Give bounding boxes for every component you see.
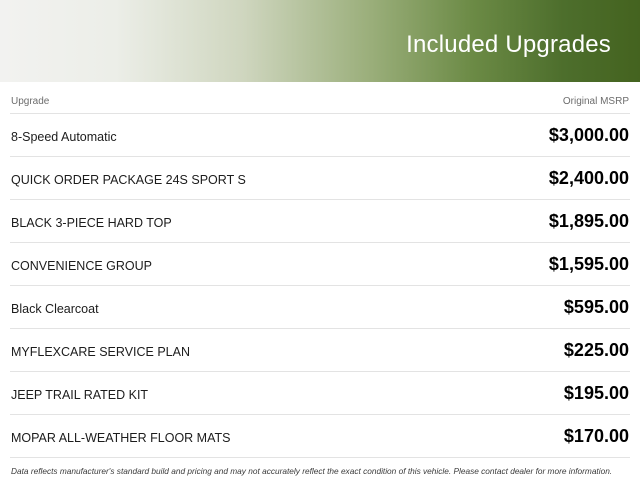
upgrade-price: $3,000.00 [548, 125, 629, 145]
upgrade-name: 8-Speed Automatic [11, 130, 117, 144]
page-title: Included Upgrades [406, 31, 611, 58]
panel-header [0, 0, 640, 82]
upgrade-name: CONVENIENCE GROUP [11, 259, 152, 273]
upgrade-price: $1,595.00 [548, 254, 629, 274]
table-row [10, 156, 630, 199]
column-header-upgrade: Upgrade [11, 96, 50, 107]
upgrade-name: MYFLEXCARE SERVICE PLAN [11, 345, 190, 359]
table-row [10, 242, 630, 285]
table-row [10, 113, 630, 156]
table-row [10, 285, 630, 328]
upgrades-table [0, 82, 640, 477]
column-header-msrp: Original MSRP [562, 96, 629, 107]
table-row [10, 371, 630, 414]
upgrade-name: BLACK 3-PIECE HARD TOP [11, 216, 172, 230]
upgrade-price: $195.00 [563, 383, 629, 403]
table-row [10, 199, 630, 242]
table-row [10, 414, 630, 457]
upgrade-name: JEEP TRAIL RATED KIT [11, 388, 149, 402]
upgrade-price: $1,895.00 [548, 211, 629, 231]
disclaimer-text: Data reflects manufacturer's standard build and pricing and may not accurately reflect the exact condition of this vehicle. Please contact dealer for more information. [10, 457, 630, 477]
upgrade-name: Black Clearcoat [11, 302, 99, 316]
upgrade-price: $170.00 [563, 426, 629, 446]
table-row [10, 328, 630, 371]
upgrade-name: MOPAR ALL-WEATHER FLOOR MATS [11, 431, 231, 445]
table-header-row [10, 82, 630, 113]
upgrade-price: $2,400.00 [548, 168, 629, 188]
upgrade-price: $225.00 [563, 340, 629, 360]
upgrade-price: $595.00 [563, 297, 629, 317]
upgrade-name: QUICK ORDER PACKAGE 24S SPORT S [11, 173, 246, 187]
